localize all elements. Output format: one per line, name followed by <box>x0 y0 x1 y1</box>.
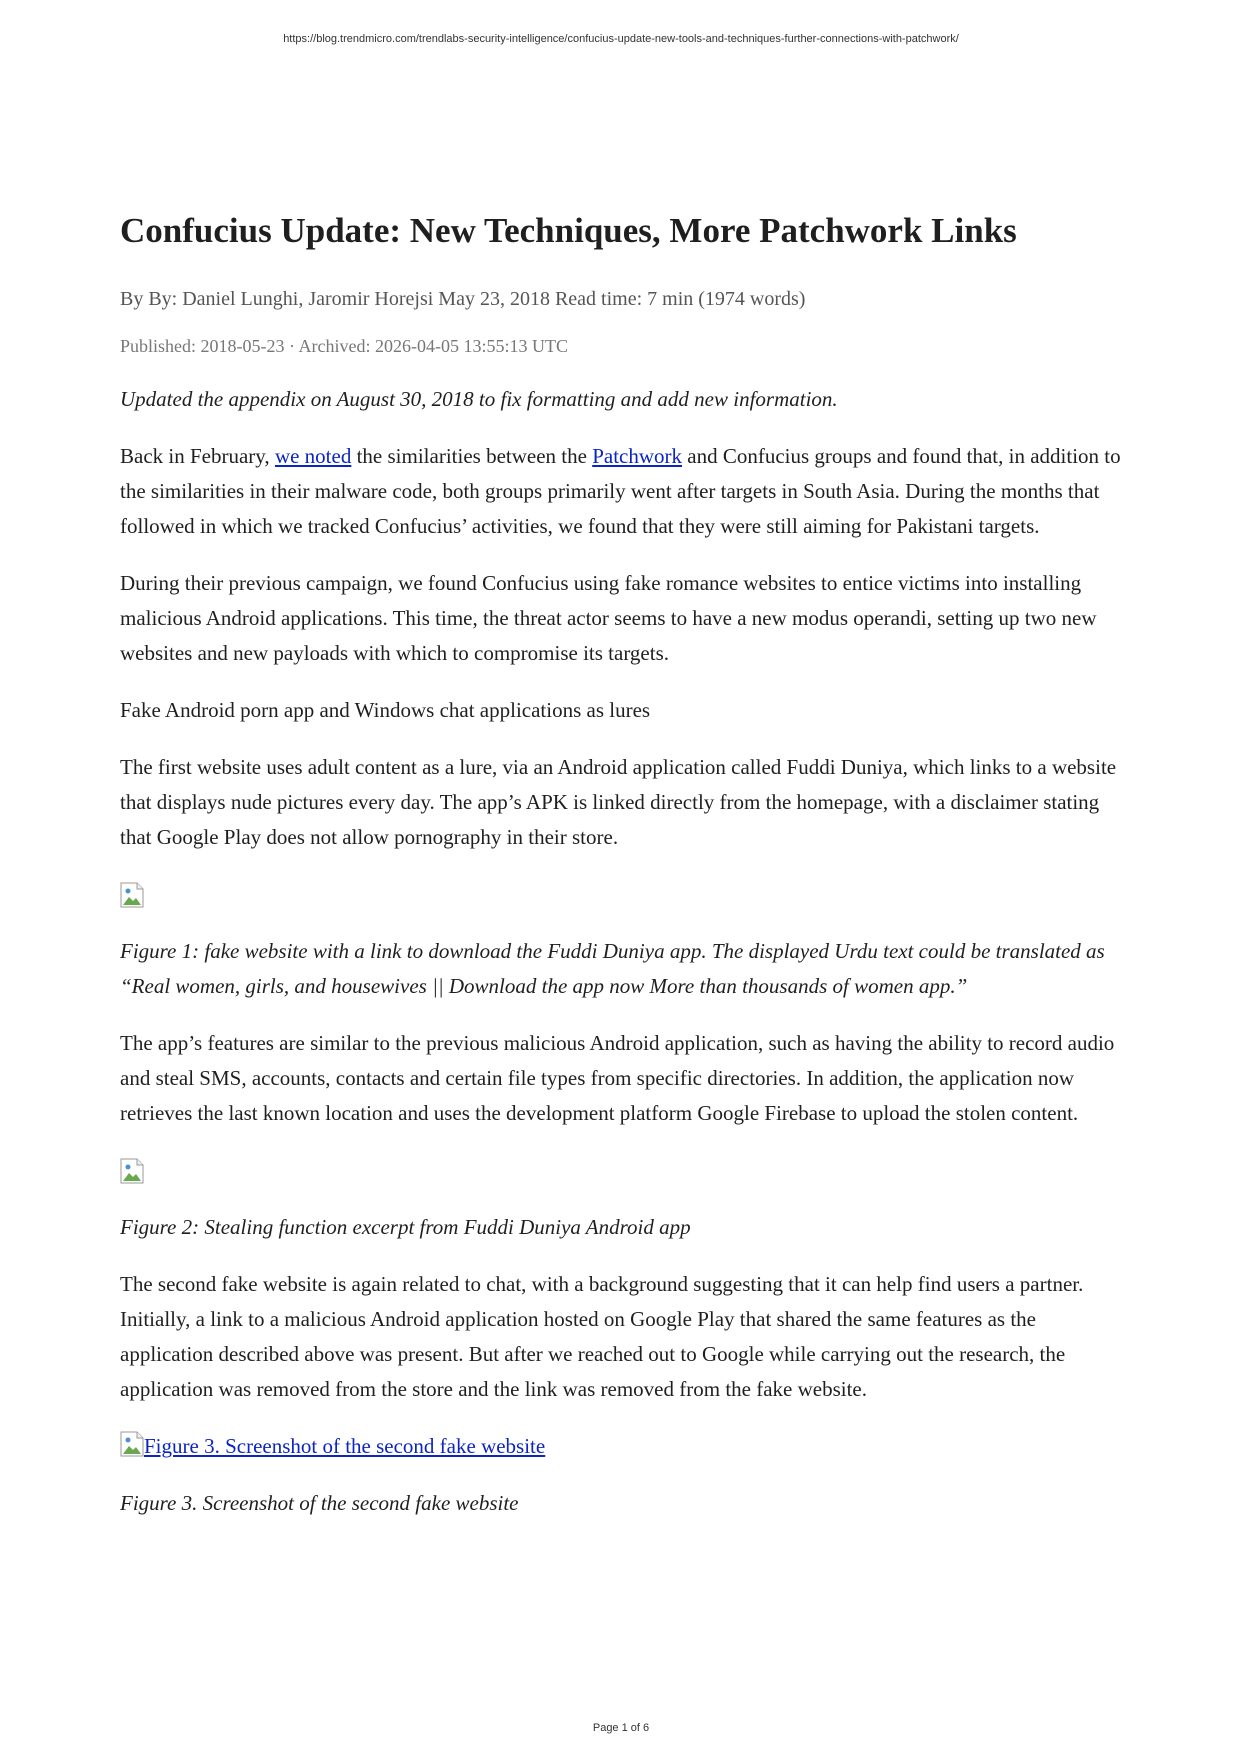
figure-3-caption: Figure 3. Screenshot of the second fake website <box>120 1491 519 1516</box>
paragraph-text: the similarities between the <box>351 444 593 469</box>
paragraph-second-website: The second fake website is again related to chat, with a background suggesting that it can help find users a partner. Initially, a link to a malicious Android application hosted on Google Play that shared the same features as the application described above was present. But after we reached out to Google while carrying out the research, the application was removed from the store and the link was removed from the fake website. <box>120 1272 1084 1402</box>
page-url: https://blog.trendmicro.com/trendlabs-security-intelligence/confucius-update-new-tools-and-techniques-further-connections-with-patchwork/ <box>283 33 959 45</box>
section-subheading: Fake Android porn app and Windows chat applications as lures <box>120 698 651 723</box>
paragraph-app-features: The app’s features are similar to the previous malicious Android application, such as having the ability to record audio and steal SMS, accounts, contacts and certain file types from specific directories. In addition, the application now retrieves the last known location and uses the development platform Google Firebase to upload the stolen content. <box>120 1031 1115 1126</box>
broken-image-icon <box>120 882 144 908</box>
page-number: Page 1 of 6 <box>592 1722 650 1734</box>
figure-1-caption: Figure 1: fake website with a link to download the Fuddi Duniya app. The displayed Urdu text could be translated as “Real women, girls, and housewives || Download the app now More than thousands of women app.” <box>120 939 1105 999</box>
paragraph-text: and Confucius groups and found that, in addition to the similarities in their malware code, both groups primarily went after targets in South Asia. During the months that followed in which we tracked Confucius’ activities, we found that they were still aiming for Pakistani targets. <box>120 444 1121 539</box>
paragraph-previous-campaign: During their previous campaign, we found Confucius using fake romance websites to entice victims into installing malicious Android applications. This time, the threat actor seems to have a new modus operandi, setting up two new websites and new payloads with which to compromise its targets. <box>120 571 1097 666</box>
paragraph-intro <box>120 439 1130 544</box>
article-byline: By By: Daniel Lunghi, Jaromir Horejsi May 23, 2018 Read time: 7 min (1974 words) <box>120 288 806 310</box>
figure-2-caption: Figure 2: Stealing function excerpt from Fuddi Duniya Android app <box>120 1215 691 1240</box>
we-noted-link[interactable]: we noted <box>274 444 352 469</box>
broken-image-icon <box>120 1431 144 1457</box>
patchwork-link[interactable]: Patchwork <box>592 444 683 469</box>
article <box>120 210 1130 1543</box>
update-note: Updated the appendix on August 30, 2018 to fix formatting and add new information. <box>120 387 838 412</box>
figure-3-image-link[interactable] <box>120 1434 545 1458</box>
figure-2-image <box>120 1153 1130 1188</box>
broken-image-icon <box>120 1158 144 1184</box>
article-title: Confucius Update: New Techniques, More Patchwork Links <box>120 211 1017 250</box>
paragraph-text: Back in February, <box>120 444 275 469</box>
figure-1-image <box>120 877 1130 912</box>
paragraph-first-website: The first website uses adult content as a lure, via an Android application called Fuddi Duniya, which links to a website that displays nude pictures every day. The app’s APK is linked directly from the homepage, with a disclaimer stating that Google Play does not allow pornography in their store. <box>120 755 1117 850</box>
figure-3-link-text[interactable]: Figure 3. Screenshot of the second fake website <box>144 1434 546 1459</box>
published-date: Published: 2018-05-23 · Archived: 2026-04-05 13:55:13 UTC <box>120 336 568 356</box>
figure-3-image-link-row <box>120 1429 1130 1464</box>
